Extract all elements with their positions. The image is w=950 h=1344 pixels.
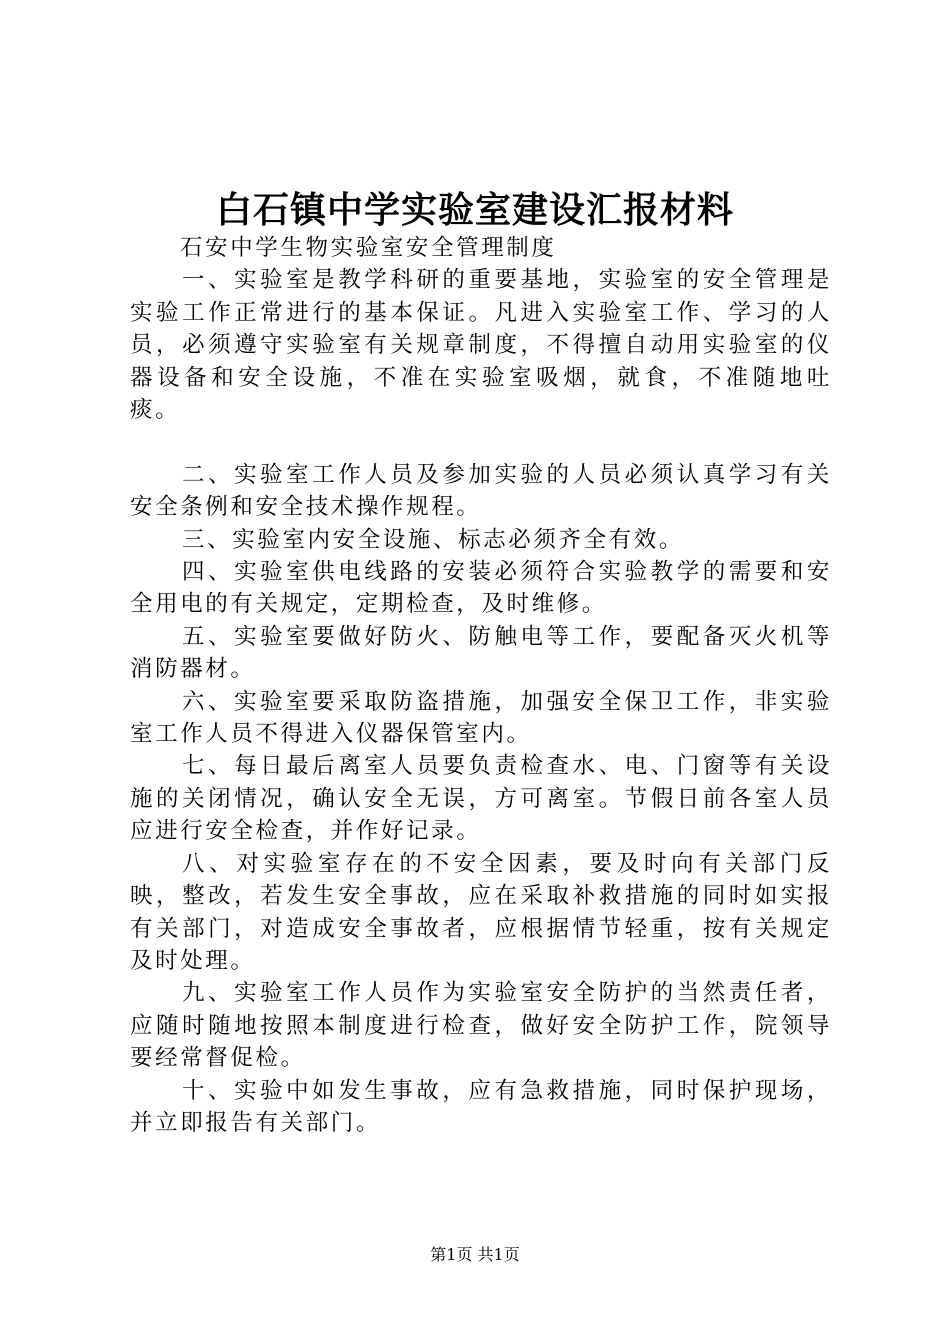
- paragraph-4: 四、实验室供电线路的安装必须符合实验教学的需要和安全用电的有关规定，定期检查，及时维修。: [130, 559, 832, 618]
- paragraph-2: 二、实验室工作人员及参加实验的人员必须认真学习有关安全条例和安全技术操作规程。: [130, 461, 832, 521]
- paragraph-1: 一、实验室是教学科研的重要基地，实验室的安全管理是实验工作正常进行的基本保证。凡进入实验室工作、学习的人员，必须遵守实验室有关规章制度，不得擅自动用实验室的仪器设备和安全设施，不准在实验室吸烟，就食，不准随地吐痰。: [130, 267, 832, 424]
- paragraph-10: 十、实验中如发生事故，应有急救措施，同时保护现场，并立即报告有关部门。: [130, 1077, 832, 1136]
- paragraph-3: 三、实验室内安全设施、标志必须齐全有效。: [182, 526, 685, 553]
- paragraph-9: 九、实验室工作人员作为实验室安全防护的当然责任者，应随时随地按照本制度进行检查，做好安全防护工作，院领导要经常督促检。: [130, 980, 832, 1072]
- page-number-footer: 第1页 共1页: [430, 1245, 520, 1264]
- paragraph-7: 七、每日最后离室人员要负责检查水、电、门窗等有关设施的关闭情况，确认安全无误，方可离室。节假日前各室人员应进行安全检查，并作好记录。: [130, 753, 832, 845]
- document-subtitle: 石安中学生物实验室安全管理制度: [180, 235, 557, 261]
- document-title: 白石镇中学实验室建设汇报材料: [215, 189, 734, 231]
- paragraph-6: 六、实验室要采取防盗措施，加强安全保卫工作，非实验室工作人员不得进入仪器保管室内。: [130, 688, 832, 748]
- document-body: [130, 232, 832, 1139]
- paragraph-5: 五、实验室要做好防火、防触电等工作，要配备灭火机等消防器材。: [130, 623, 832, 683]
- paragraph-8: 八、对实验室存在的不安全因素，要及时向有关部门反映，整改，若发生安全事故，应在采取补救措施的同时如实报有关部门，对造成安全事故者，应根据情节轻重，按有关规定及时处理。: [130, 850, 832, 974]
- paragraph-spacer: [130, 426, 832, 458]
